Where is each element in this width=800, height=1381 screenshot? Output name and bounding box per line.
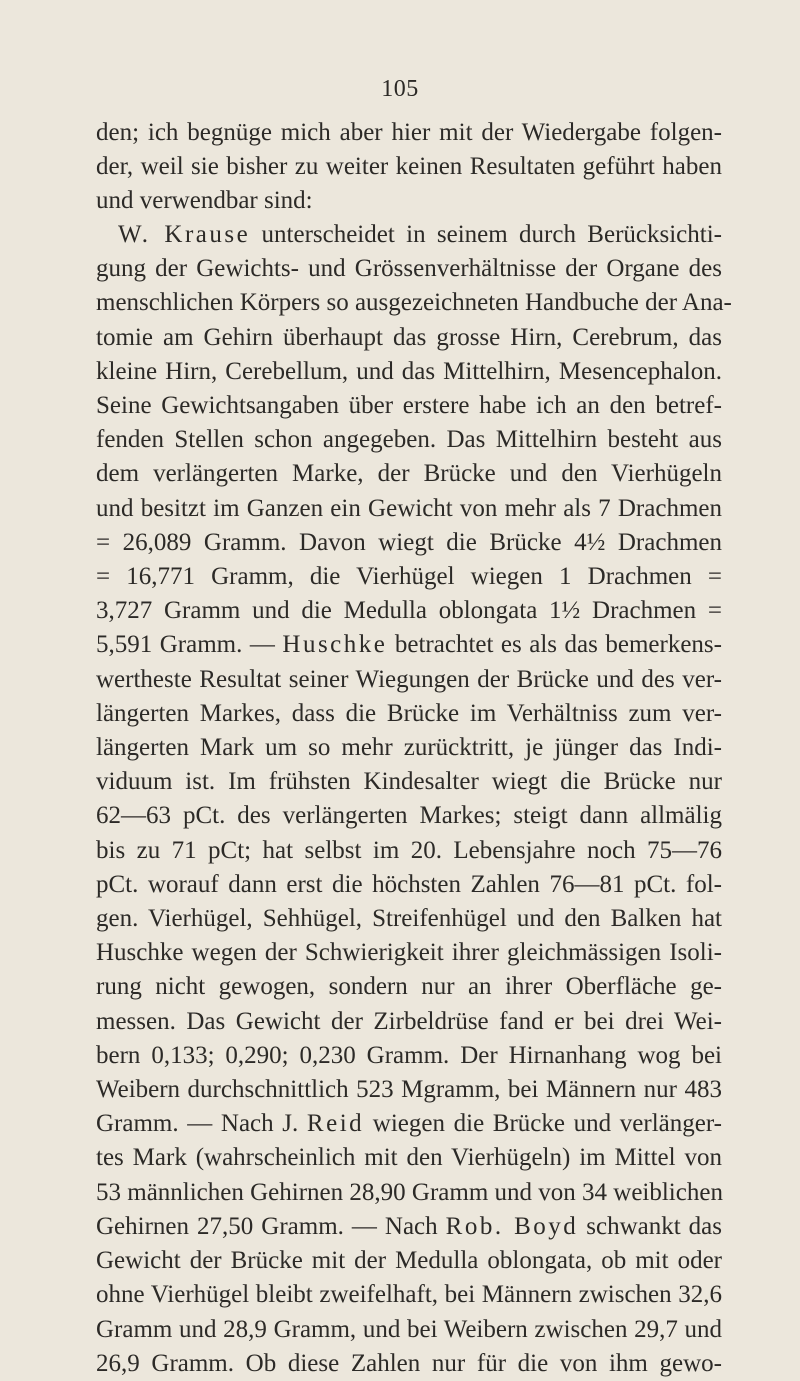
text-line: viduum ist. Im frühsten Kindesalter wiegt die Brücke nur xyxy=(96,768,722,796)
text-line: gung der Gewichts- und Grössenverhältnisse der Organe des xyxy=(96,255,722,283)
text-line: längerten Mark um so mehr zurücktritt, je jünger das Indi- xyxy=(96,734,722,762)
text-line: bis zu 71 pCt; hat selbst im 20. Lebensjahre noch 75—76 xyxy=(96,836,722,864)
text-line: 3,727 Gramm und die Medulla oblongata 1½ Drachmen = xyxy=(96,597,722,625)
text-fragment: wiegen die Brücke und verlänger- xyxy=(364,1110,722,1138)
text-line: Huschke wegen der Schwierigkeit ihrer gleichmässigen Isoli- xyxy=(96,939,722,967)
text-line: = 26,089 Gramm. Davon wiegt die Brücke 4½ Drachmen xyxy=(96,528,722,556)
text-line: bern 0,133; 0,290; 0,230 Gramm. Der Hirnanhang wog bei xyxy=(96,1041,722,1069)
text-line: tomie am Gehirn überhaupt das grosse Hirn, Cerebrum, das xyxy=(96,323,722,351)
text-line: wertheste Resultat seiner Wiegungen der Brücke und des ver- xyxy=(96,665,722,693)
text-line: ohne Vierhügel bleibt zweifelhaft, bei Männern zwischen 32,6 xyxy=(96,1281,722,1309)
text-line: pCt. worauf dann erst die höchsten Zahlen 76—81 pCt. fol- xyxy=(96,870,722,898)
text-fragment: schwankt das xyxy=(578,1212,722,1240)
text-fragment: Gramm. — Nach J. xyxy=(96,1110,307,1138)
paragraph-intro xyxy=(96,116,722,219)
text-line: fenden Stellen schon angegeben. Das Mittelhirn besteht aus xyxy=(96,426,722,454)
text-line: gen. Vierhügel, Sehhügel, Streifenhügel und den Balken hat xyxy=(96,905,722,933)
paragraph-main xyxy=(96,218,732,1381)
page-number: 105 xyxy=(381,76,419,102)
text-line: 26,9 Gramm. Ob diese Zahlen nur für die von ihm gewo- xyxy=(96,1349,722,1377)
text-fragment: 5,591 Gramm. — xyxy=(96,631,283,659)
author-name-huschke: Huschke xyxy=(282,631,388,659)
text-line xyxy=(96,1107,722,1141)
text-line: und verwendbar sind: xyxy=(96,187,313,215)
text-line: = 16,771 Gramm, die Vierhügel wiegen 1 Drachmen = xyxy=(96,563,722,591)
text-fragment: unterscheidet in seinem durch Berücksichti- xyxy=(250,221,722,248)
text-fragment: Gehirnen 27,50 Gramm. — Nach xyxy=(96,1212,446,1240)
text-line: messen. Das Gewicht der Zirbeldrüse fand er bei drei Wei- xyxy=(96,1007,722,1035)
text-line: Gramm und 28,9 Gramm, und bei Weibern zwischen 29,7 und xyxy=(96,1315,722,1343)
text-line: 62—63 pCt. des verlängerten Markes; steigt dann allmälig xyxy=(96,802,722,830)
text-line: 53 männlichen Gehirnen 28,90 Gramm und von 34 weiblichen xyxy=(96,1178,723,1206)
text-line: und besitzt im Ganzen ein Gewicht von mehr als 7 Drachmen xyxy=(96,494,722,522)
text-line: rung nicht gewogen, sondern nur an ihrer Oberfläche ge- xyxy=(96,973,722,1001)
text-line: dem verlängerten Marke, der Brücke und den Vierhügeln xyxy=(96,460,722,488)
author-name-boyd: Rob. Boyd xyxy=(445,1212,579,1240)
text-line: längerten Markes, dass die Brücke im Verhältniss zum ver- xyxy=(96,699,722,727)
text-line: der, weil sie bisher zu weiter keinen Resultaten geführt haben xyxy=(96,153,722,181)
text-line xyxy=(96,628,722,662)
text-line: menschlichen Körpers so ausgezeichneten Handbuche der Ana- xyxy=(96,289,732,317)
author-name-reid: Reid xyxy=(306,1110,365,1138)
text-line: den; ich begnüge mich aber hier mit der Wiedergabe folgen- xyxy=(96,119,722,146)
text-line xyxy=(96,1210,722,1244)
text-fragment: betrachtet es als das bemerkens- xyxy=(387,631,722,659)
text-line: Seine Gewichtsangaben über erstere habe ich an den betref- xyxy=(96,392,722,420)
text-line xyxy=(96,218,722,252)
text-line: Gewicht der Brücke mit der Medulla oblongata, ob mit oder xyxy=(96,1247,722,1275)
text-line: Weibern durchschnittlich 523 Mgramm, bei Männern nur 483 xyxy=(96,1076,722,1104)
author-name-krause: W. Krause xyxy=(118,221,251,248)
text-line: kleine Hirn, Cerebellum, und das Mittelhirn, Mesencephalon. xyxy=(96,357,722,385)
text-line: tes Mark (wahrscheinlich mit den Vierhügeln) im Mittel von xyxy=(96,1144,722,1172)
